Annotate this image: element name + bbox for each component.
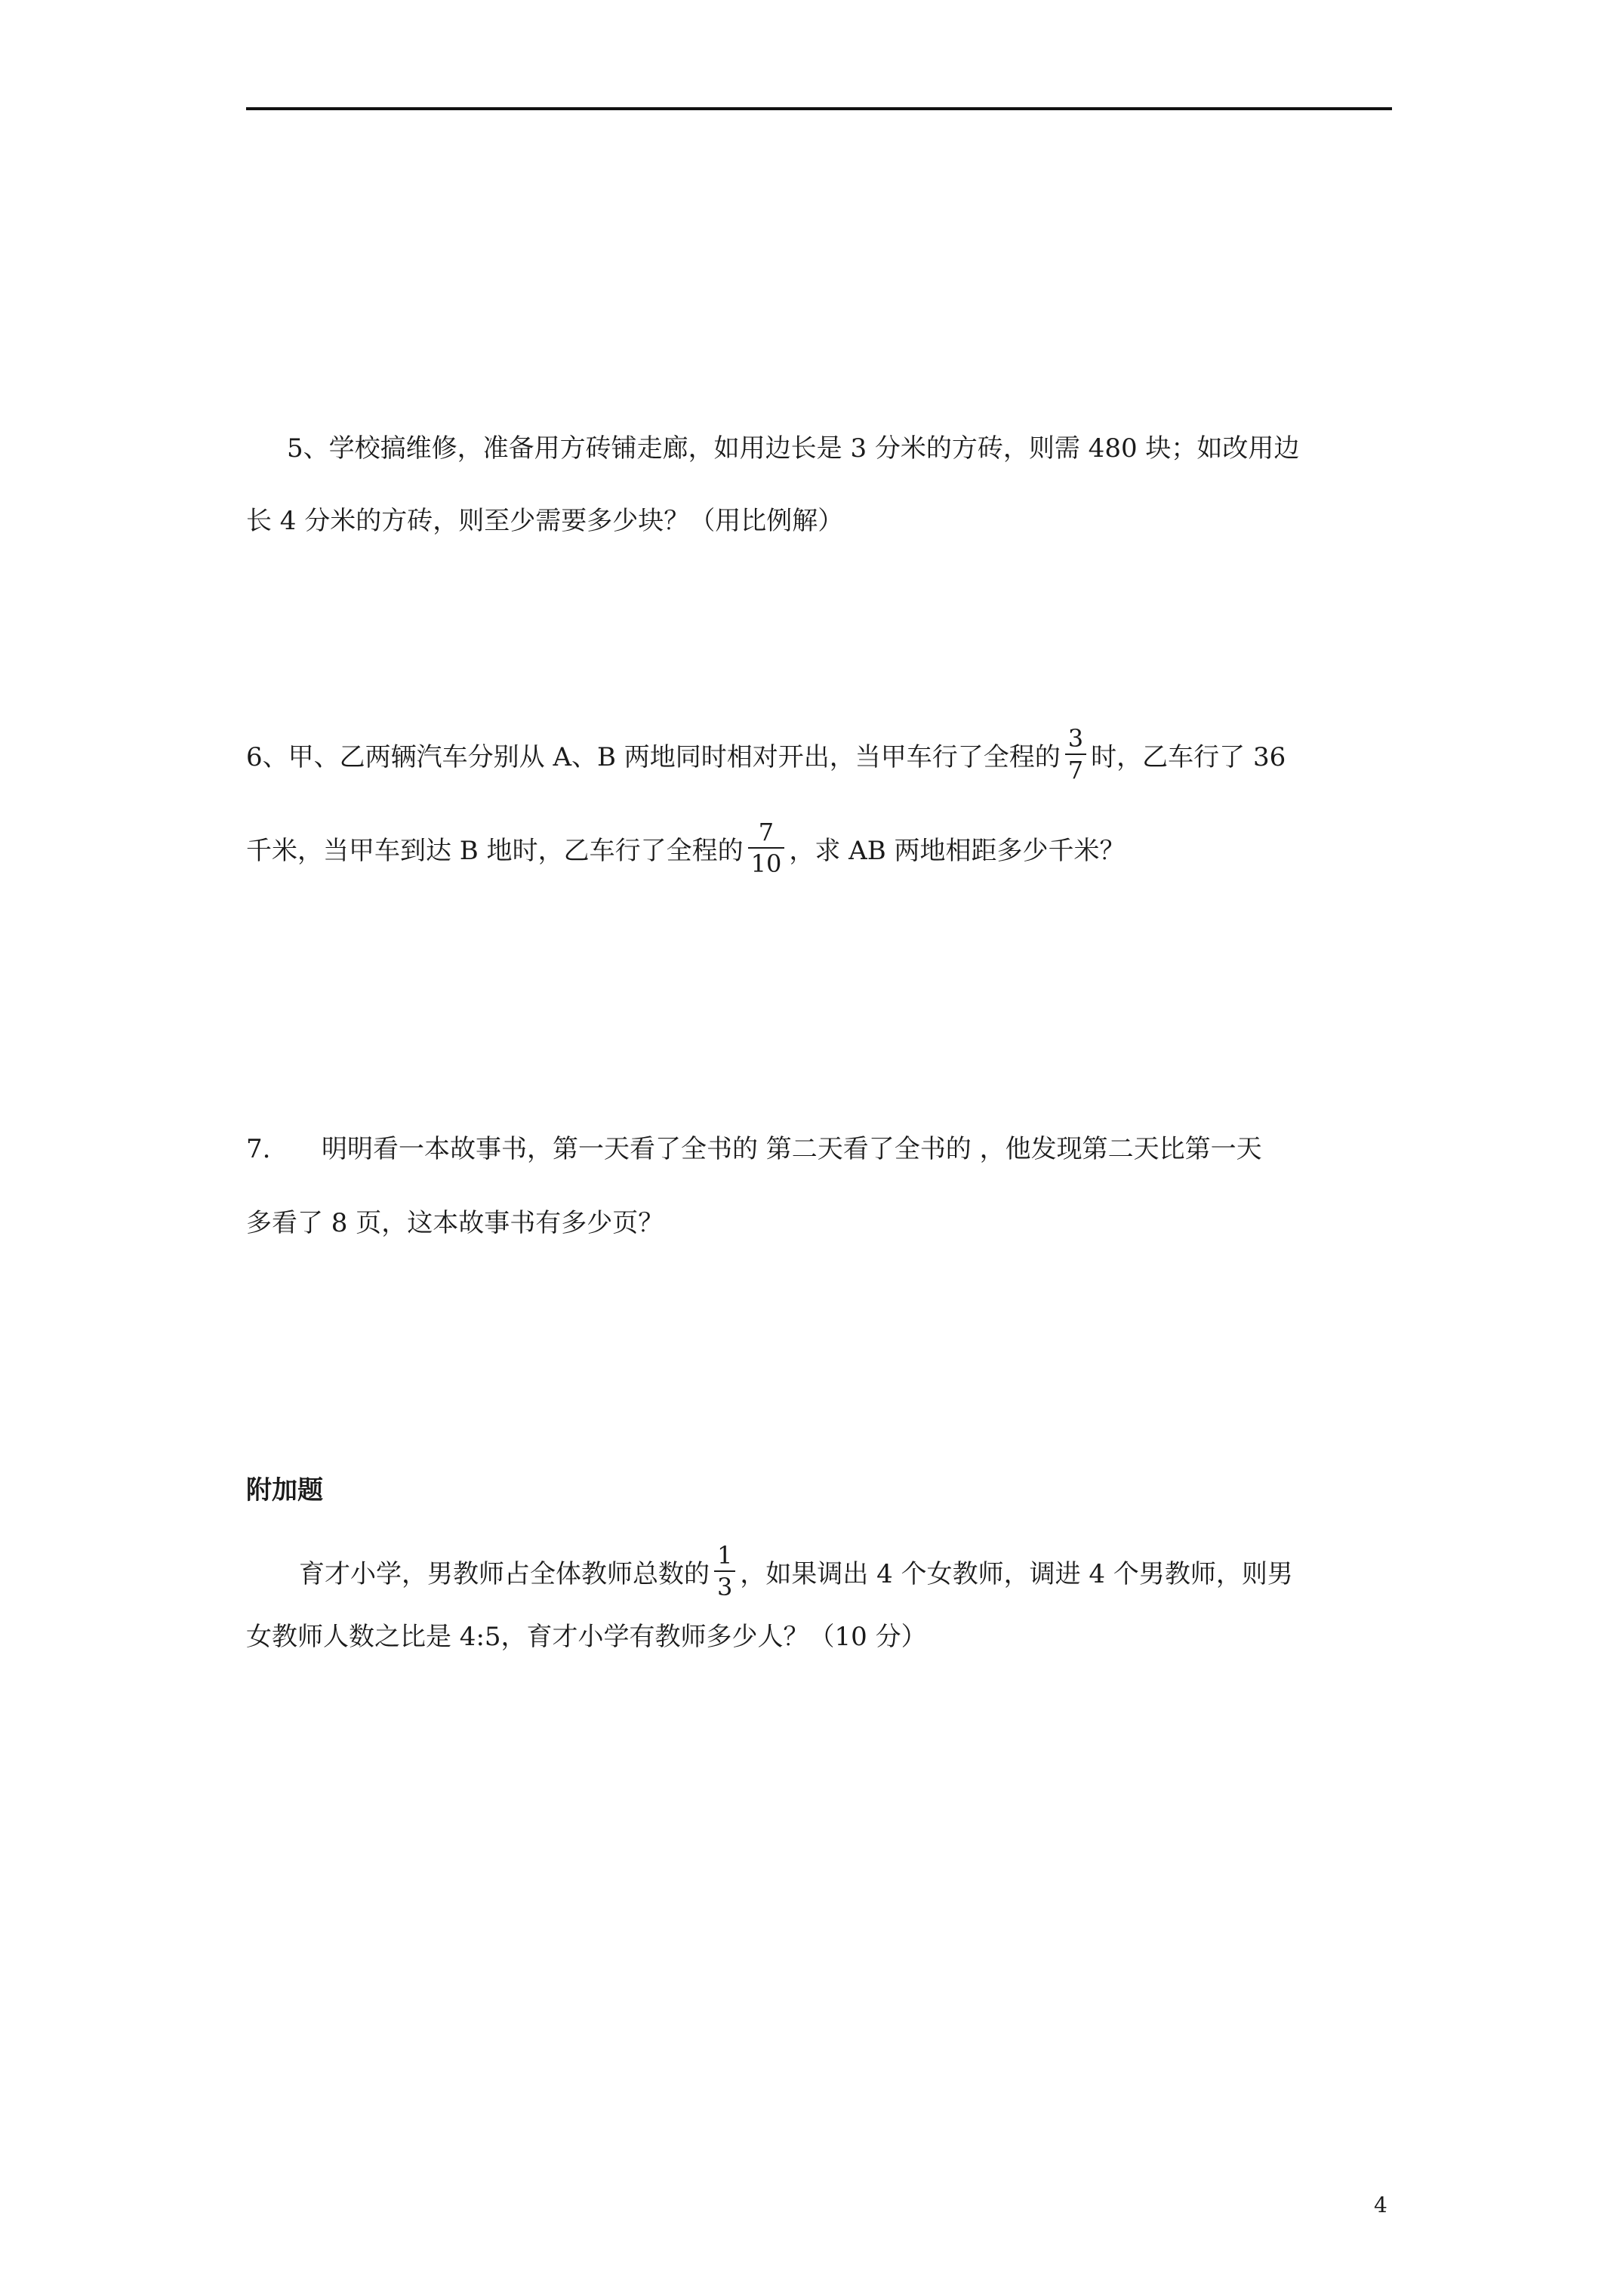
bonus-line2: 女教师人数之比是 4:5，育才小学有教师多少人？（10 分） — [246, 1622, 927, 1652]
q6-fraction-2 — [748, 818, 785, 877]
bonus-fraction-denominator: 3 — [717, 1573, 733, 1601]
q6-fraction-2-denominator: 10 — [750, 849, 782, 878]
fraction-bar — [714, 1570, 735, 1572]
q7-line1: 明明看一本故事书，第一天看了全书的 第二天看了全书的 ，他发现第二天比第一天 — [322, 1134, 1262, 1164]
q6-line2-text-b: ，求 AB 两地相距多少千米？ — [789, 836, 1126, 866]
bonus-line1-text-a: 育才小学，男教师占全体教师总数的 — [299, 1559, 710, 1589]
bonus-fraction — [714, 1542, 735, 1601]
q6-fraction-1 — [1065, 725, 1086, 784]
q6-fraction-1-numerator: 3 — [1067, 724, 1084, 753]
q6-line1 — [246, 724, 1286, 788]
q6-fraction-1-denominator: 7 — [1067, 756, 1084, 784]
q6-line1-text-b: 时，乙车行了 36 — [1091, 742, 1286, 772]
bonus-fraction-numerator: 1 — [717, 1541, 733, 1570]
q5-line1: 5、学校搞维修，准备用方砖铺走廊，如用边长是 3 分米的方砖，则需 480 块；如改用边 — [287, 433, 1300, 464]
bonus-line1 — [299, 1541, 1293, 1605]
q6-fraction-2-numerator: 7 — [758, 818, 775, 846]
page-number: 4 — [1374, 2193, 1387, 2217]
q7-line2: 多看了 8 页，这本故事书有多少页？ — [246, 1208, 664, 1238]
q5-line2: 长 4 分米的方砖，则至少需要多少块？（用比例解） — [246, 506, 844, 536]
bonus-line1-text-b: ，如果调出 4 个女教师，调进 4 个男教师，则男 — [740, 1559, 1293, 1589]
q6-line2 — [246, 818, 1126, 882]
q6-line1-text-a: 6、甲、乙两辆汽车分别从 A、B 两地同时相对开出，当甲车行了全程的 — [246, 742, 1061, 772]
header-rule — [246, 107, 1392, 110]
q7-number: 7. — [246, 1134, 271, 1164]
bonus-title: 附加题 — [246, 1475, 323, 1505]
fraction-bar — [748, 847, 785, 849]
q6-line2-text-a: 千米，当甲车到达 B 地时，乙车行了全程的 — [246, 836, 744, 866]
fraction-bar — [1065, 754, 1086, 755]
